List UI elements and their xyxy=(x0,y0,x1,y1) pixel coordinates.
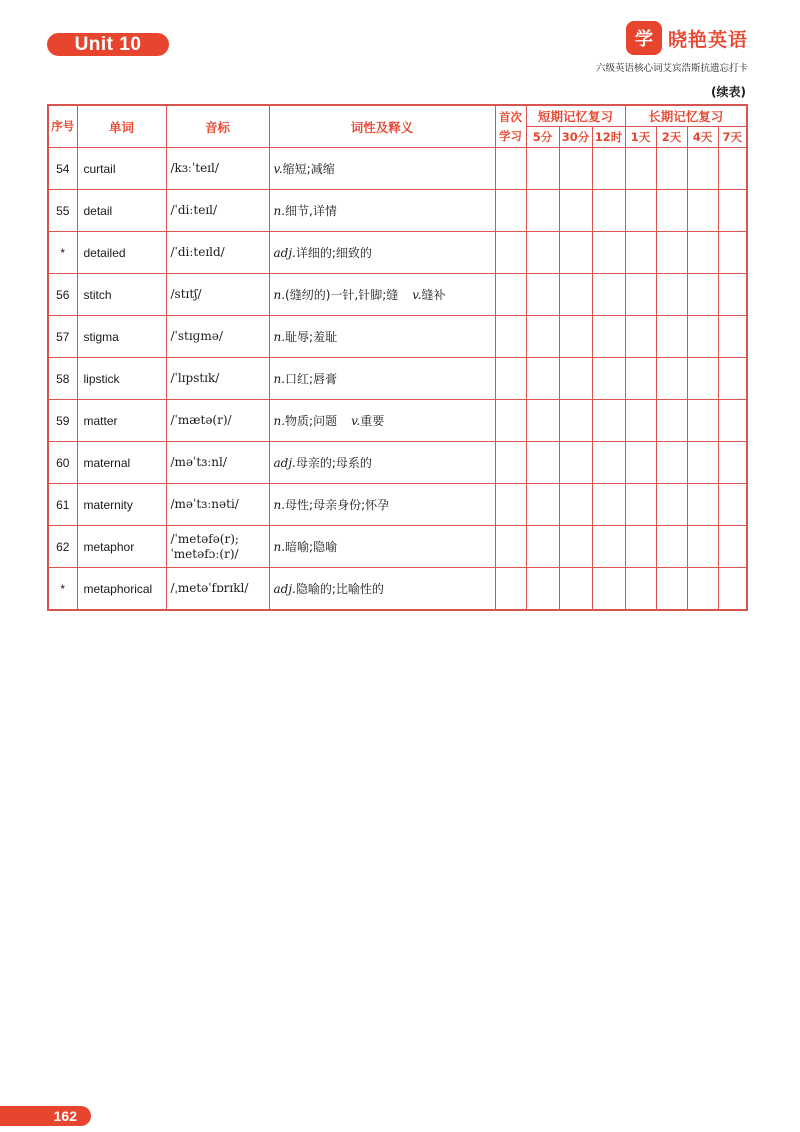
row-word: stitch xyxy=(77,274,166,316)
review-checkbox-cell[interactable] xyxy=(592,148,625,190)
review-checkbox-cell[interactable] xyxy=(592,316,625,358)
phonetic-text: /məˈtɜːnəti/ xyxy=(170,497,239,511)
phonetic-text: /ˈstɪɡmə/ xyxy=(170,329,223,343)
row-index: 56 xyxy=(48,274,77,316)
review-checkbox-cell[interactable] xyxy=(592,400,625,442)
review-checkbox-cell[interactable] xyxy=(718,442,747,484)
review-checkbox-cell[interactable] xyxy=(687,316,718,358)
review-checkbox-cell[interactable] xyxy=(526,190,559,232)
review-checkbox-cell[interactable] xyxy=(526,484,559,526)
review-checkbox-cell[interactable] xyxy=(718,526,747,568)
definition-text: 缝补 xyxy=(421,288,446,302)
header-first-study: 首次学习 xyxy=(495,105,526,148)
row-index: 58 xyxy=(48,358,77,400)
review-checkbox-cell[interactable] xyxy=(656,400,687,442)
brand-logo-icon xyxy=(626,21,662,55)
definition-text: 物质;问题 xyxy=(285,414,338,428)
definition-text: 重要 xyxy=(360,414,385,428)
review-checkbox-cell[interactable] xyxy=(656,484,687,526)
table-row xyxy=(48,442,747,484)
review-checkbox-cell[interactable] xyxy=(495,442,526,484)
review-checkbox-cell[interactable] xyxy=(526,526,559,568)
part-of-speech: n. xyxy=(273,540,286,554)
header-word: 单词 xyxy=(77,105,166,148)
row-phonetic xyxy=(166,232,269,274)
review-checkbox-cell[interactable] xyxy=(592,484,625,526)
row-phonetic xyxy=(166,316,269,358)
row-word: stigma xyxy=(77,316,166,358)
part-of-speech: n. xyxy=(273,330,286,344)
definition-text: 详细的;细致的 xyxy=(295,246,372,260)
review-checkbox-cell[interactable] xyxy=(656,232,687,274)
row-index: 55 xyxy=(48,190,77,232)
row-phonetic xyxy=(166,274,269,316)
row-word: metaphor xyxy=(77,526,166,568)
part-of-speech: adj. xyxy=(273,246,296,260)
review-checkbox-cell[interactable] xyxy=(687,274,718,316)
row-phonetic xyxy=(166,148,269,190)
row-word: maternity xyxy=(77,484,166,526)
phonetic-text: /ˈdiːteɪl/ xyxy=(170,203,218,217)
review-checkbox-cell[interactable] xyxy=(656,568,687,611)
table-row xyxy=(48,358,747,400)
review-checkbox-cell[interactable] xyxy=(687,358,718,400)
phonetic-text: /ˌmetəˈfɒrɪkl/ xyxy=(170,581,249,595)
review-checkbox-cell[interactable] xyxy=(687,148,718,190)
definition-text: 细节,详情 xyxy=(285,204,337,218)
row-phonetic xyxy=(166,400,269,442)
review-checkbox-cell[interactable] xyxy=(495,400,526,442)
phonetic-text: /ˈmætə(r)/ xyxy=(170,413,232,427)
review-checkbox-cell[interactable] xyxy=(526,400,559,442)
svg-text:学: 学 xyxy=(634,29,653,50)
review-checkbox-cell[interactable] xyxy=(625,190,656,232)
review-checkbox-cell[interactable] xyxy=(656,316,687,358)
phonetic-text: /kɜːˈteɪl/ xyxy=(170,161,219,175)
row-index: 62 xyxy=(48,526,77,568)
review-checkbox-cell[interactable] xyxy=(656,526,687,568)
review-checkbox-cell[interactable] xyxy=(559,568,592,611)
review-checkbox-cell[interactable] xyxy=(625,442,656,484)
review-checkbox-cell[interactable] xyxy=(625,232,656,274)
header-short-review: 短期记忆复习 xyxy=(526,105,625,127)
table-row xyxy=(48,400,747,442)
review-checkbox-cell[interactable] xyxy=(559,274,592,316)
brand-name: 晓艳英语 xyxy=(667,28,748,51)
part-of-speech: n. xyxy=(273,372,286,386)
row-definition xyxy=(269,400,495,442)
row-word: metaphorical xyxy=(77,568,166,611)
review-checkbox-cell[interactable] xyxy=(718,358,747,400)
review-checkbox-cell[interactable] xyxy=(656,274,687,316)
part-of-speech: v. xyxy=(412,288,422,302)
part-of-speech: n. xyxy=(273,204,286,218)
review-checkbox-cell[interactable] xyxy=(718,400,747,442)
header-long-col: 1天 xyxy=(625,127,656,148)
row-definition xyxy=(269,232,495,274)
row-definition xyxy=(269,358,495,400)
row-phonetic xyxy=(166,358,269,400)
review-checkbox-cell[interactable] xyxy=(718,316,747,358)
review-checkbox-cell[interactable] xyxy=(592,190,625,232)
header-short-col: 5分 xyxy=(526,127,559,148)
table-row xyxy=(48,190,747,232)
review-checkbox-cell[interactable] xyxy=(656,190,687,232)
table-row xyxy=(48,148,747,190)
brand-subtitle: 六级英语核心词艾宾浩斯抗遗忘打卡 xyxy=(595,63,748,74)
header-long-col: 4天 xyxy=(687,127,718,148)
row-definition xyxy=(269,442,495,484)
row-index: 57 xyxy=(48,316,77,358)
definition-text: 耻辱;羞耻 xyxy=(285,330,338,344)
part-of-speech: v. xyxy=(273,162,283,176)
review-checkbox-cell[interactable] xyxy=(559,190,592,232)
review-checkbox-cell[interactable] xyxy=(625,148,656,190)
table-row xyxy=(48,274,747,316)
definition-text: (缝纫的)一针,针脚;缝 xyxy=(285,288,399,302)
review-checkbox-cell[interactable] xyxy=(625,274,656,316)
review-checkbox-cell[interactable] xyxy=(559,400,592,442)
review-checkbox-cell[interactable] xyxy=(687,442,718,484)
vocab-table xyxy=(47,104,748,611)
review-checkbox-cell[interactable] xyxy=(559,526,592,568)
definition-text: 缩短;减缩 xyxy=(282,162,335,176)
review-checkbox-cell[interactable] xyxy=(656,148,687,190)
row-word: detailed xyxy=(77,232,166,274)
review-checkbox-cell[interactable] xyxy=(687,526,718,568)
row-definition xyxy=(269,526,495,568)
table-row xyxy=(48,526,747,568)
review-checkbox-cell[interactable] xyxy=(592,358,625,400)
review-checkbox-cell[interactable] xyxy=(592,568,625,611)
row-definition xyxy=(269,274,495,316)
row-definition xyxy=(269,484,495,526)
review-checkbox-cell[interactable] xyxy=(718,568,747,611)
review-checkbox-cell[interactable] xyxy=(687,568,718,611)
review-checkbox-cell[interactable] xyxy=(559,232,592,274)
review-checkbox-cell[interactable] xyxy=(718,274,747,316)
row-definition xyxy=(269,568,495,611)
review-checkbox-cell[interactable] xyxy=(592,274,625,316)
definition-text: 母性;母亲身份;怀孕 xyxy=(285,498,390,512)
review-checkbox-cell[interactable] xyxy=(656,442,687,484)
review-checkbox-cell[interactable] xyxy=(526,274,559,316)
row-definition xyxy=(269,316,495,358)
phonetic-text: ˈmetəfɔː(r)/ xyxy=(170,546,239,561)
header-short-col: 30分 xyxy=(559,127,592,148)
phonetic-text: /ˈlɪpstɪk/ xyxy=(170,371,220,385)
part-of-speech: adj. xyxy=(273,456,296,470)
phonetic-text: /stɪtʃ/ xyxy=(170,287,202,301)
review-checkbox-cell[interactable] xyxy=(526,358,559,400)
row-definition xyxy=(269,190,495,232)
review-checkbox-cell[interactable] xyxy=(495,484,526,526)
review-checkbox-cell[interactable] xyxy=(718,190,747,232)
definition-text: 隐喻的;比喻性的 xyxy=(295,582,384,596)
review-checkbox-cell[interactable] xyxy=(592,442,625,484)
review-checkbox-cell[interactable] xyxy=(495,232,526,274)
row-index: 54 xyxy=(48,148,77,190)
header-definition: 词性及释义 xyxy=(269,105,495,148)
row-phonetic xyxy=(166,442,269,484)
review-checkbox-cell[interactable] xyxy=(526,568,559,611)
review-checkbox-cell[interactable] xyxy=(592,232,625,274)
row-word: maternal xyxy=(77,442,166,484)
review-checkbox-cell[interactable] xyxy=(718,484,747,526)
review-checkbox-cell[interactable] xyxy=(526,232,559,274)
review-checkbox-cell[interactable] xyxy=(526,442,559,484)
part-of-speech: v. xyxy=(351,414,361,428)
review-checkbox-cell[interactable] xyxy=(656,358,687,400)
review-checkbox-cell[interactable] xyxy=(718,232,747,274)
review-checkbox-cell[interactable] xyxy=(592,526,625,568)
row-phonetic xyxy=(166,484,269,526)
header-long-col: 7天 xyxy=(718,127,747,148)
part-of-speech: n. xyxy=(273,498,286,512)
row-phonetic xyxy=(166,190,269,232)
part-of-speech: n. xyxy=(273,288,286,302)
table-row xyxy=(48,568,747,611)
page-number: 162 xyxy=(0,1106,91,1126)
review-checkbox-cell[interactable] xyxy=(526,148,559,190)
continued-label: (续表) xyxy=(711,85,746,99)
header-phonetic: 音标 xyxy=(166,105,269,148)
header-long-review: 长期记忆复习 xyxy=(625,105,747,127)
review-checkbox-cell[interactable] xyxy=(559,358,592,400)
review-checkbox-cell[interactable] xyxy=(559,316,592,358)
review-checkbox-cell[interactable] xyxy=(526,316,559,358)
review-checkbox-cell[interactable] xyxy=(625,484,656,526)
review-checkbox-cell[interactable] xyxy=(625,358,656,400)
row-index: * xyxy=(48,568,77,611)
review-checkbox-cell[interactable] xyxy=(625,568,656,611)
review-checkbox-cell[interactable] xyxy=(718,148,747,190)
part-of-speech: adj. xyxy=(273,582,296,596)
review-checkbox-cell[interactable] xyxy=(687,232,718,274)
header-short-col: 12时 xyxy=(592,127,625,148)
review-checkbox-cell[interactable] xyxy=(495,568,526,611)
row-index: 61 xyxy=(48,484,77,526)
review-checkbox-cell[interactable] xyxy=(625,400,656,442)
definition-text: 暗喻;隐喻 xyxy=(285,540,338,554)
row-phonetic xyxy=(166,526,269,568)
review-checkbox-cell[interactable] xyxy=(559,442,592,484)
table-row xyxy=(48,484,747,526)
review-checkbox-cell[interactable] xyxy=(495,190,526,232)
review-checkbox-cell[interactable] xyxy=(559,148,592,190)
review-checkbox-cell[interactable] xyxy=(559,484,592,526)
unit-badge: Unit 10 xyxy=(47,33,169,56)
header-index: 序号 xyxy=(48,105,77,148)
part-of-speech: n. xyxy=(273,414,286,428)
review-checkbox-cell[interactable] xyxy=(495,148,526,190)
phonetic-text: /ˈdiːteɪld/ xyxy=(170,245,225,259)
review-checkbox-cell[interactable] xyxy=(625,316,656,358)
phonetic-text: /ˈmetəfə(r); xyxy=(170,531,239,546)
review-checkbox-cell[interactable] xyxy=(687,190,718,232)
row-index: 59 xyxy=(48,400,77,442)
review-checkbox-cell[interactable] xyxy=(687,484,718,526)
definition-text: 口红;唇膏 xyxy=(285,372,338,386)
row-word: matter xyxy=(77,400,166,442)
brand xyxy=(626,20,748,56)
phonetic-text: /məˈtɜːnl/ xyxy=(170,455,227,469)
row-phonetic xyxy=(166,568,269,611)
review-checkbox-cell[interactable] xyxy=(625,526,656,568)
row-word: detail xyxy=(77,190,166,232)
row-index: * xyxy=(48,232,77,274)
row-word: curtail xyxy=(77,148,166,190)
definition-text: 母亲的;母系的 xyxy=(295,456,372,470)
review-checkbox-cell[interactable] xyxy=(495,274,526,316)
table-row xyxy=(48,316,747,358)
review-checkbox-cell[interactable] xyxy=(687,400,718,442)
header-long-col: 2天 xyxy=(656,127,687,148)
row-index: 60 xyxy=(48,442,77,484)
row-word: lipstick xyxy=(77,358,166,400)
row-definition xyxy=(269,148,495,190)
review-checkbox-cell[interactable] xyxy=(495,526,526,568)
review-checkbox-cell[interactable] xyxy=(495,316,526,358)
table-row xyxy=(48,232,747,274)
review-checkbox-cell[interactable] xyxy=(495,358,526,400)
